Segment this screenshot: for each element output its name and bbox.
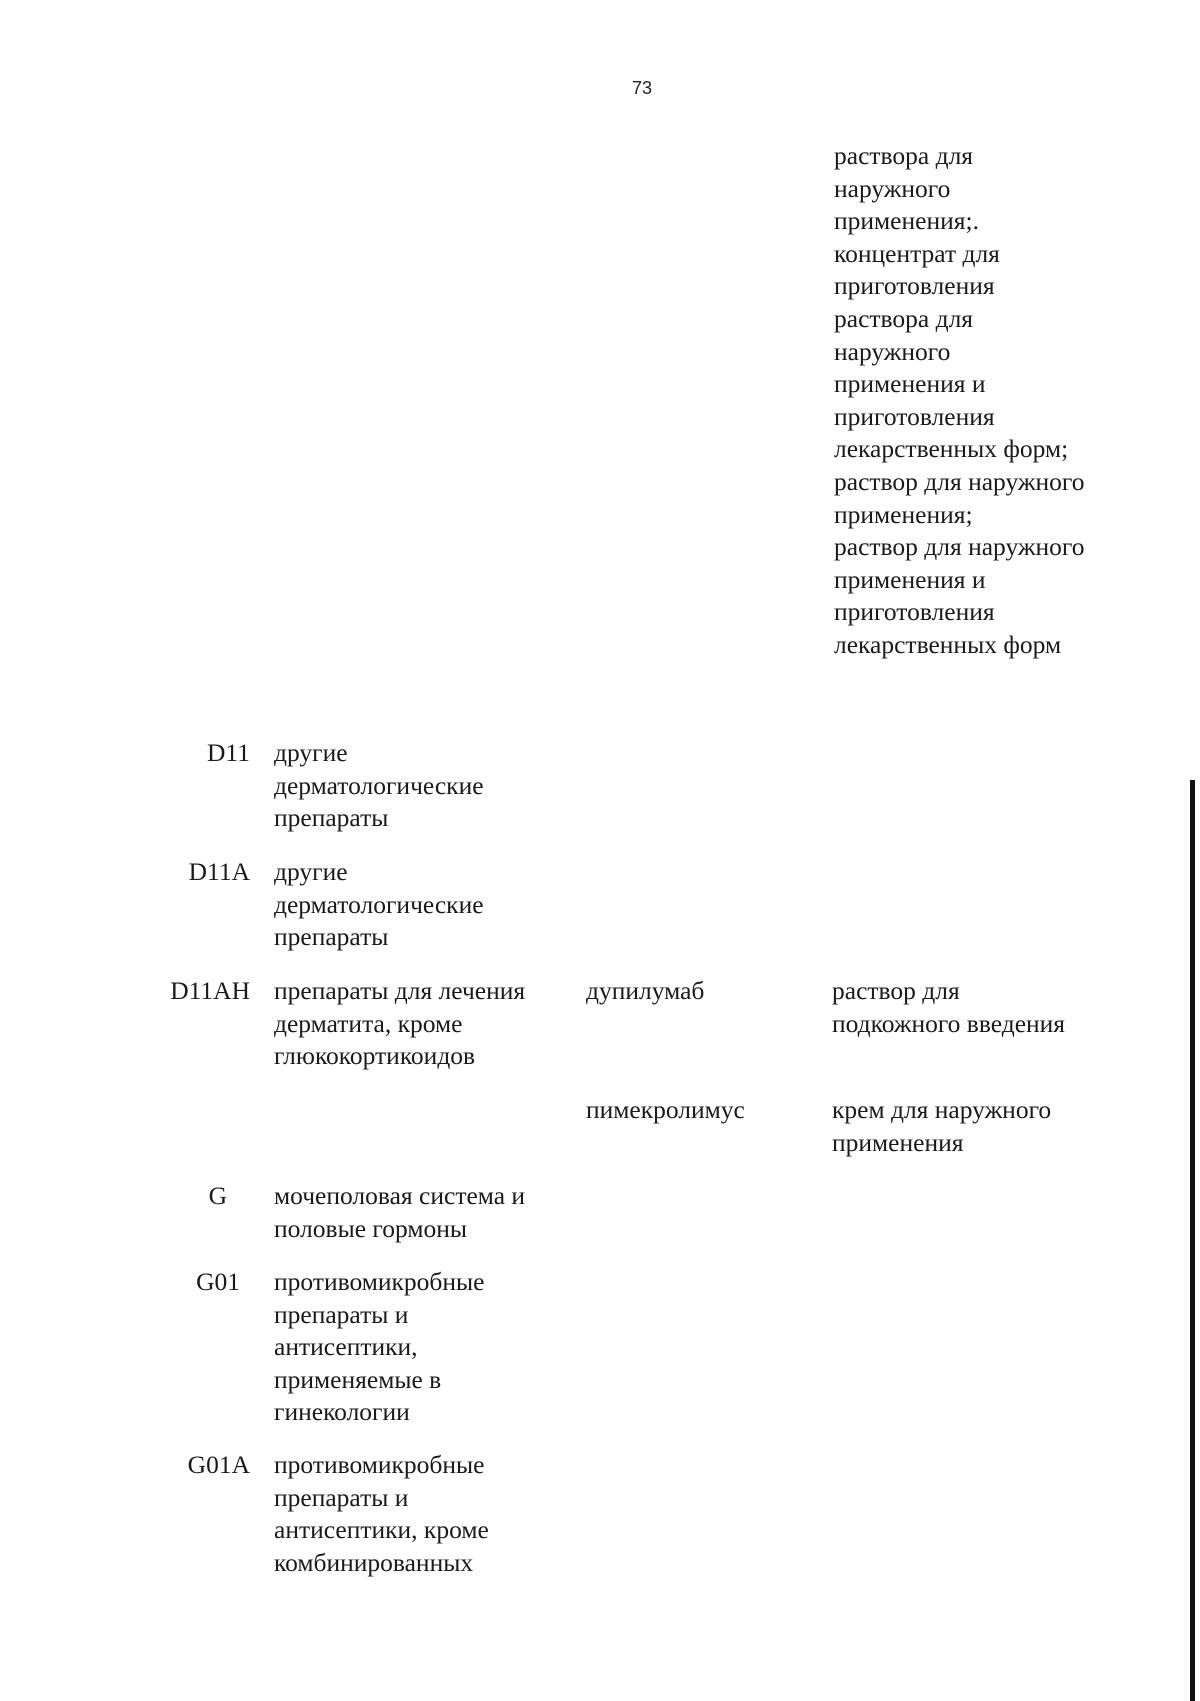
name-line: препараты и — [274, 1299, 409, 1329]
dosage-form — [832, 975, 1192, 1040]
atc-group-name — [274, 1180, 574, 1245]
name-line: комбинированных — [274, 1547, 474, 1577]
name-line: дерматита, кроме — [274, 1008, 463, 1038]
form-line: применения — [832, 1127, 964, 1157]
atc-group-name — [274, 1449, 574, 1579]
form-line: раствор для наружного — [834, 532, 1085, 562]
scan-edge-line — [1190, 780, 1195, 1701]
name-line: глюкокортикоидов — [274, 1041, 476, 1071]
form-line: применения и — [834, 564, 986, 594]
form-line: раствор для — [832, 976, 960, 1005]
name-line: препараты и — [274, 1482, 409, 1512]
form-line: лекарственных форм — [834, 629, 1062, 659]
form-line: наружного — [834, 336, 951, 366]
form-line: приготовления — [834, 401, 995, 431]
form-line: раствор для наружного — [834, 466, 1085, 496]
atc-code: G — [208, 1181, 227, 1210]
name-line: мочеполовая система и — [274, 1181, 526, 1210]
form-line: подкожного введения — [832, 1008, 1066, 1038]
drug-name: дупилумаб — [586, 976, 705, 1005]
form-line: наружного — [834, 173, 951, 203]
form-line: раствора для — [834, 303, 974, 333]
continued-dosage-form-cell — [834, 140, 1194, 662]
name-line: препараты для лечения — [274, 976, 526, 1005]
form-line: лекарственных форм; — [834, 434, 1069, 464]
name-line: антисептики, кроме — [274, 1515, 489, 1545]
name-line: противомикробные — [274, 1267, 485, 1296]
atc-code: D11AH — [170, 976, 250, 1005]
atc-group-name — [274, 975, 574, 1073]
atc-group-name — [274, 856, 574, 954]
name-line: противомикробные — [274, 1450, 485, 1479]
name-line: половые гормоны — [274, 1213, 468, 1243]
form-line: концентрат для — [834, 238, 1000, 268]
name-line: гинекологии — [274, 1397, 410, 1427]
name-line: дерматологические — [274, 770, 484, 800]
dosage-form — [832, 1094, 1192, 1159]
form-line: приготовления — [834, 271, 995, 301]
form-line: приготовления — [834, 597, 995, 627]
form-line: применения; — [834, 499, 973, 529]
name-line: другие — [274, 857, 348, 886]
form-line: применения;. — [834, 206, 979, 236]
page-number: 73 — [631, 78, 653, 98]
atc-code: D11A — [188, 857, 250, 886]
form-line: раствора для — [834, 141, 974, 170]
atc-group-name — [274, 1266, 574, 1429]
name-line: дерматологические — [274, 889, 484, 919]
atc-code: D11 — [207, 738, 250, 767]
name-line: препараты — [274, 803, 389, 833]
atc-code: G01 — [196, 1267, 240, 1296]
name-line: другие — [274, 738, 348, 767]
name-line: применяемые в — [274, 1364, 442, 1394]
atc-code: G01A — [187, 1450, 250, 1479]
form-line: применения и — [834, 369, 986, 399]
name-line: препараты — [274, 922, 389, 952]
drug-name: пимекролимус — [586, 1095, 745, 1124]
form-line: крем для наружного — [832, 1095, 1052, 1124]
atc-group-name — [274, 737, 574, 835]
name-line: антисептики, — [274, 1332, 418, 1362]
